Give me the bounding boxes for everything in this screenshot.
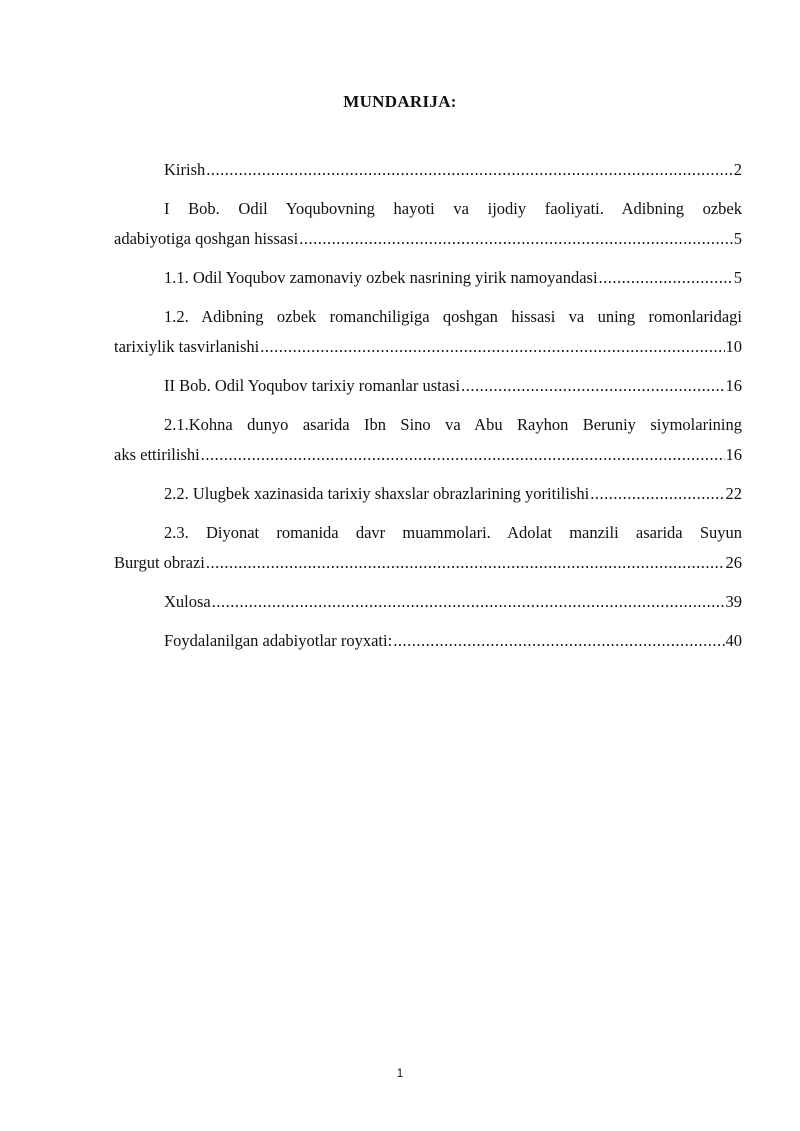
toc-page-number: 40	[725, 631, 742, 650]
toc-entry-text: Foydalanilgan adabiyotlar royxati:	[164, 631, 393, 650]
dot-leader	[393, 626, 724, 656]
toc-entry-references[interactable]	[114, 626, 742, 656]
toc-entry-text: I Bob. Odil Yoqubovning hayoti va ijodiy faoliyati. Adibning ozbek	[164, 199, 742, 218]
toc-entry-text: Kirish	[164, 160, 206, 179]
dot-leader	[461, 371, 724, 401]
toc-page-number: 26	[725, 553, 742, 572]
toc-entry-text: Xulosa	[164, 592, 211, 611]
toc-entry-text-continued: Burgut obrazi	[114, 553, 205, 572]
toc-page-number: 2	[733, 160, 742, 179]
dot-leader	[260, 332, 724, 362]
toc-entry-chapter-2[interactable]	[114, 371, 742, 401]
toc-entry-text: 2.1.Kohna dunyo asarida Ibn Sino va Abu Rayhon Beruniy siymolarining	[164, 415, 742, 434]
toc-entry-xulosa[interactable]	[114, 587, 742, 617]
toc-page-number: 10	[725, 337, 742, 356]
toc-page-number: 16	[725, 445, 742, 464]
dot-leader	[299, 224, 733, 254]
page-number: 1	[396, 1066, 404, 1080]
toc-entry-text: II Bob. Odil Yoqubov tarixiy romanlar ustasi	[164, 376, 461, 395]
toc-page-number: 5	[733, 268, 742, 287]
dot-leader	[206, 155, 733, 185]
dot-leader	[599, 263, 733, 293]
toc-entry-section-1-2[interactable]	[114, 302, 742, 362]
dot-leader	[201, 440, 725, 470]
table-of-contents	[114, 155, 742, 665]
toc-page-number: 22	[725, 484, 742, 503]
toc-entry-text: 1.2. Adibning ozbek romanchiligiga qoshgan hissasi va uning romonlaridagi	[164, 307, 742, 326]
dot-leader	[212, 587, 725, 617]
toc-entry-chapter-1[interactable]	[114, 194, 742, 254]
toc-entry-text-continued: tarixiylik tasvirlanishi	[114, 337, 260, 356]
toc-entry-section-2-1[interactable]	[114, 410, 742, 470]
toc-entry-text-continued: aks ettirilishi	[114, 445, 200, 464]
dot-leader	[590, 479, 724, 509]
toc-entry-text: 1.1. Odil Yoqubov zamonaviy ozbek nasrining yirik namoyandasi	[164, 268, 598, 287]
toc-page-number: 39	[725, 592, 742, 611]
toc-entry-text-continued: adabiyotiga qoshgan hissasi	[114, 229, 299, 248]
toc-entry-section-2-2[interactable]	[114, 479, 742, 509]
toc-entry-text: 2.2. Ulugbek xazinasida tarixiy shaxslar obrazlarining yoritilishi	[164, 484, 590, 503]
page-title: MUNDARIJA:	[343, 92, 457, 111]
toc-entry-kirish[interactable]	[114, 155, 742, 185]
dot-leader	[206, 548, 725, 578]
toc-entry-section-1-1[interactable]	[114, 263, 742, 293]
toc-entry-section-2-3[interactable]	[114, 518, 742, 578]
toc-page-number: 5	[733, 229, 742, 248]
toc-page-number: 16	[725, 376, 742, 395]
toc-entry-text: 2.3. Diyonat romanida davr muammolari. Adolat manzili asarida Suyun	[164, 523, 742, 542]
